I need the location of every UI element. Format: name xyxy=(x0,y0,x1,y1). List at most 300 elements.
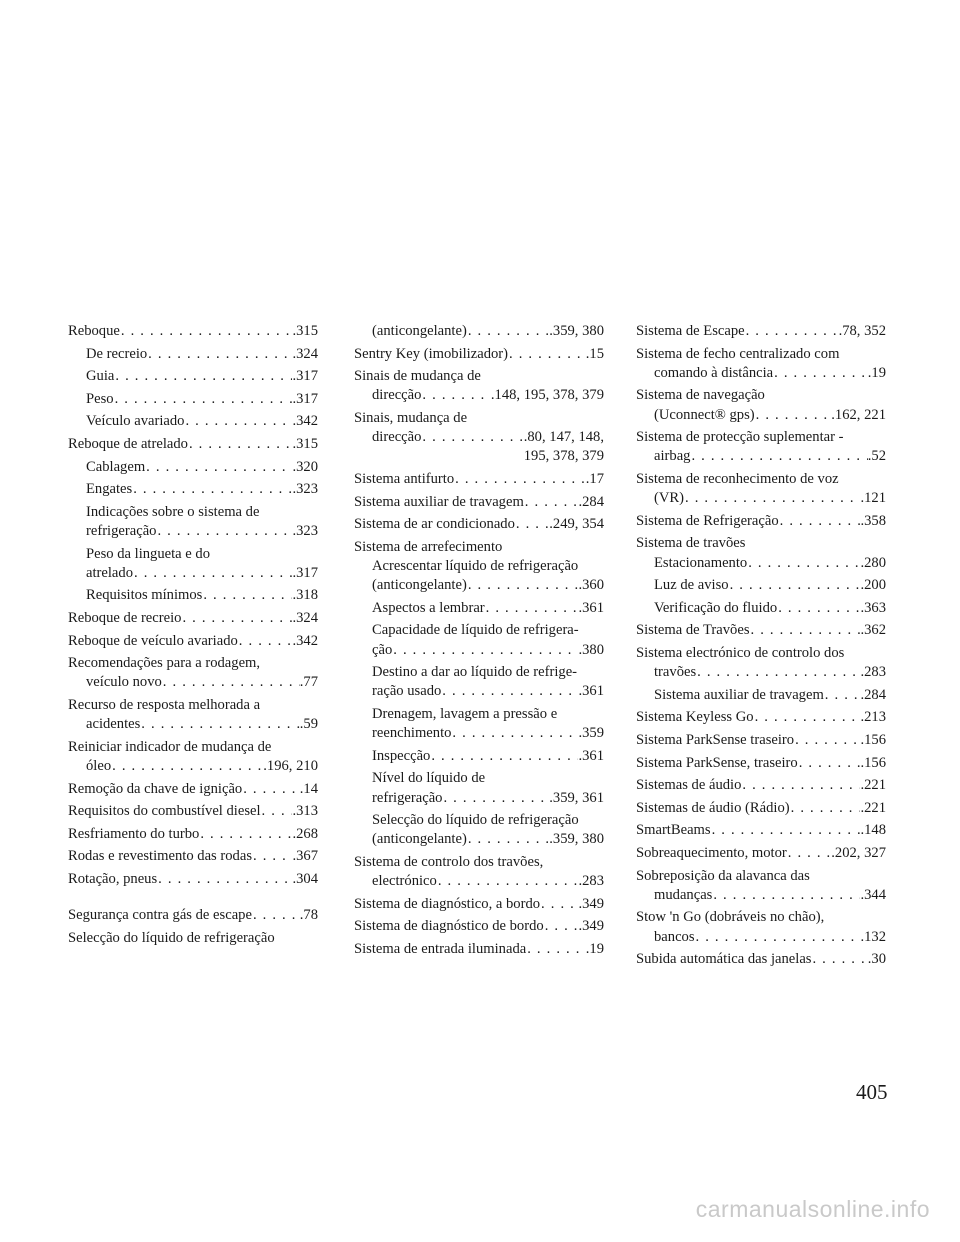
entry-text: Sistema de diagnóstico, a bordo xyxy=(354,895,541,912)
index-line xyxy=(68,480,318,499)
entry-text: reenchimento xyxy=(372,725,452,742)
dot-leader xyxy=(544,917,579,936)
entry-text: Nível do líquido de xyxy=(372,770,486,787)
dot-leader xyxy=(508,345,586,364)
entry-text: Engates xyxy=(86,481,133,498)
index-line xyxy=(636,599,886,618)
entry-text: Peso da lingueta e do xyxy=(86,545,211,562)
index-entry xyxy=(636,844,886,863)
dot-leader xyxy=(181,609,292,628)
dot-leader xyxy=(524,493,579,512)
index-line xyxy=(354,428,604,447)
index-entry xyxy=(68,906,318,925)
index-line xyxy=(636,386,886,405)
dot-leader xyxy=(140,715,299,734)
entry-text: veículo novo xyxy=(86,674,162,691)
entry-text: Sistemas de áudio (Rádio) xyxy=(636,799,790,816)
index-line xyxy=(354,747,604,766)
index-entry xyxy=(68,738,318,776)
index-line xyxy=(68,757,318,776)
page-reference: .202, 327 xyxy=(831,844,886,861)
index-line xyxy=(636,867,886,886)
entry-text: SmartBeams xyxy=(636,822,711,839)
index-entry xyxy=(354,895,604,914)
entry-text: óleo xyxy=(86,757,112,774)
dot-leader xyxy=(773,364,868,383)
index-line xyxy=(636,534,886,553)
entry-text: Selecção do líquido de refrigeração xyxy=(68,930,275,947)
entry-text: direcção xyxy=(372,387,422,404)
index-line xyxy=(354,811,604,830)
dot-leader xyxy=(252,847,292,866)
dot-leader xyxy=(485,599,579,618)
index-line xyxy=(636,554,886,573)
entry-text: Sistema de reconhecimento de voz xyxy=(636,470,839,487)
entry-text: ção xyxy=(372,641,393,658)
index-entry xyxy=(636,821,886,840)
dot-leader xyxy=(467,322,549,341)
index-line xyxy=(354,322,604,341)
entry-text: Cablagem xyxy=(86,458,146,475)
entry-text: Indicações sobre o sistema de xyxy=(86,503,260,520)
page-reference: .52 xyxy=(867,448,886,465)
dot-leader xyxy=(811,950,867,969)
index-line xyxy=(636,470,886,489)
index-entry xyxy=(636,621,886,640)
index-line xyxy=(636,345,886,364)
entry-text: Sistema de travões xyxy=(636,535,746,552)
index-entry xyxy=(354,515,604,534)
index-line xyxy=(354,872,604,891)
entry-text: Sinais de mudança de xyxy=(354,368,481,385)
entry-text: Sistema auxiliar de travagem xyxy=(654,686,824,703)
index-line xyxy=(68,696,318,715)
page-reference: .342 xyxy=(292,632,318,649)
dot-leader xyxy=(430,747,578,766)
index-line xyxy=(68,847,318,866)
index-entry xyxy=(68,632,318,651)
index-entry xyxy=(636,867,886,905)
dot-leader xyxy=(526,940,586,959)
dot-leader xyxy=(467,576,579,595)
dot-leader xyxy=(157,870,292,889)
dot-leader xyxy=(798,754,861,773)
index-line xyxy=(354,515,604,534)
entry-text: Stow 'n Go (dobráveis no chão), xyxy=(636,909,825,926)
dot-leader xyxy=(695,928,861,947)
index-line xyxy=(68,390,318,409)
index-line xyxy=(68,322,318,341)
page-reference: .313 xyxy=(292,803,318,820)
entry-text: Recurso de resposta melhorada a xyxy=(68,696,261,713)
dot-leader xyxy=(712,886,860,905)
index-column-2 xyxy=(354,322,604,963)
page-reference: .361 xyxy=(578,747,604,764)
index-entry xyxy=(68,847,318,866)
dot-leader xyxy=(421,386,490,405)
index-line xyxy=(354,917,604,936)
index-line xyxy=(636,621,886,640)
index-line xyxy=(354,447,604,466)
entry-gap xyxy=(68,892,318,906)
index-entry xyxy=(354,493,604,512)
entry-text: Selecção do líquido de refrigeração xyxy=(372,812,579,829)
index-line xyxy=(636,908,886,927)
dot-leader xyxy=(188,435,293,454)
dot-leader xyxy=(261,802,293,821)
page-reference: .317 xyxy=(292,564,318,581)
index-line xyxy=(68,802,318,821)
entry-text: Sistema electrónico de controlo dos xyxy=(636,644,845,661)
index-line xyxy=(68,345,318,364)
entry-text: Requisitos mínimos xyxy=(86,587,203,604)
entry-text: refrigeração xyxy=(372,789,443,806)
index-entry xyxy=(354,322,604,341)
page-reference: .363 xyxy=(860,599,886,616)
index-entry xyxy=(636,908,886,946)
entry-text: travões xyxy=(654,664,697,681)
page-reference: .284 xyxy=(860,686,886,703)
entry-text: Reiniciar indicador de mudança de xyxy=(68,738,272,755)
index-entry xyxy=(68,412,318,431)
dot-leader xyxy=(690,447,867,466)
index-line xyxy=(68,564,318,583)
entry-text: Segurança contra gás de escape xyxy=(68,907,252,924)
index-line xyxy=(68,825,318,844)
dot-leader xyxy=(199,825,292,844)
index-line xyxy=(68,673,318,692)
page-reference: .359, 380 xyxy=(549,831,604,848)
page-reference: .317 xyxy=(292,390,318,407)
entry-text: Sentry Key (imobilizador) xyxy=(354,345,509,362)
dot-leader xyxy=(750,621,861,640)
page-reference: .367 xyxy=(292,848,318,865)
page-reference: .200 xyxy=(860,577,886,594)
index-line xyxy=(636,950,886,969)
page-number: 405 xyxy=(856,1080,888,1104)
dot-leader xyxy=(111,757,263,776)
page-reference: .359 xyxy=(578,725,604,742)
page-reference: .78, 352 xyxy=(838,323,886,339)
index-entry xyxy=(68,545,318,583)
entry-text: Sistema auxiliar de travagem xyxy=(354,493,524,510)
page-reference: .78 xyxy=(299,907,318,924)
index-line xyxy=(354,409,604,428)
index-entry xyxy=(68,825,318,844)
index-entry xyxy=(68,322,318,341)
page-reference: .156 xyxy=(860,754,886,771)
entry-text: Sistema de protecção suplementar - xyxy=(636,429,844,446)
entry-text: Drenagem, lavagem a pressão e xyxy=(372,705,558,722)
entry-text: Sistema ParkSense traseiro xyxy=(636,731,795,748)
index-line xyxy=(354,830,604,849)
index-entry xyxy=(68,345,318,364)
page-reference: .324 xyxy=(292,609,318,626)
index-line xyxy=(68,715,318,734)
index-entry xyxy=(636,576,886,595)
entry-text: Luz de aviso xyxy=(654,577,729,594)
index-entry xyxy=(68,367,318,386)
index-entry xyxy=(68,458,318,477)
page-reference: .280 xyxy=(860,554,886,571)
entry-text: Peso xyxy=(86,390,114,407)
dot-leader xyxy=(467,830,549,849)
entry-text: Capacidade de líquido de refrigera- xyxy=(372,622,579,639)
index-line xyxy=(636,428,886,447)
index-entry xyxy=(636,534,886,572)
page-reference: .268 xyxy=(292,825,318,842)
page-reference: .14 xyxy=(299,780,318,797)
entry-text: (VR) xyxy=(654,490,684,507)
index-entry xyxy=(68,586,318,605)
dot-leader xyxy=(684,489,860,508)
index-entry xyxy=(354,769,604,807)
page-reference: .349 xyxy=(578,918,604,935)
page-reference: .323 xyxy=(292,481,318,498)
index-entry xyxy=(636,644,886,682)
index-line xyxy=(354,621,604,640)
dot-leader xyxy=(824,686,861,705)
dot-leader xyxy=(132,480,292,499)
page-reference: .362 xyxy=(860,622,886,639)
index-line xyxy=(636,799,886,818)
index-entry xyxy=(354,409,604,467)
entry-text: (anticongelante) xyxy=(372,577,467,594)
entry-text: Sobreposição da alavanca das xyxy=(636,867,810,884)
index-line xyxy=(636,644,886,663)
dot-leader xyxy=(790,799,861,818)
entry-text: electrónico xyxy=(372,873,437,890)
page-reference: .344 xyxy=(860,886,886,903)
page-reference: .359, 361 xyxy=(549,789,604,806)
index-line xyxy=(68,780,318,799)
page-reference: .380 xyxy=(578,641,604,658)
index-line xyxy=(68,435,318,454)
entry-text: Sistema de Refrigeração xyxy=(636,512,779,529)
index-line xyxy=(636,512,886,531)
entry-text: Destino a dar ao líquido de refrige- xyxy=(372,664,578,681)
entry-text: Sistema de controlo dos travões, xyxy=(354,853,544,870)
entry-text: ração usado xyxy=(372,683,442,700)
page-reference: .323 xyxy=(292,522,318,539)
page-reference: .342 xyxy=(292,413,318,430)
page-reference: .284 xyxy=(578,493,604,510)
entry-text: mudanças xyxy=(654,886,713,903)
entry-text: (anticongelante) xyxy=(372,831,467,848)
index-line xyxy=(636,489,886,508)
dot-leader xyxy=(147,345,292,364)
index-column-3 xyxy=(636,322,886,973)
dot-leader xyxy=(755,406,832,425)
page-reference: .221 xyxy=(860,777,886,794)
index-entry xyxy=(68,609,318,628)
index-entry xyxy=(636,512,886,531)
index-line xyxy=(68,458,318,477)
page-reference: .132 xyxy=(860,928,886,945)
page-reference: .80, 147, 148, xyxy=(523,429,604,446)
dot-leader xyxy=(741,776,860,795)
index-line xyxy=(68,586,318,605)
page-reference: .318 xyxy=(292,587,318,604)
index-entry xyxy=(68,435,318,454)
dot-leader xyxy=(787,844,832,863)
page-reference: .320 xyxy=(292,458,318,475)
index-line xyxy=(636,576,886,595)
entry-text: Sistema de diagnóstico de bordo xyxy=(354,918,544,935)
index-entry xyxy=(68,696,318,734)
dot-leader xyxy=(114,390,293,409)
index-line xyxy=(68,929,318,948)
entry-text: Remoção da chave de ignição xyxy=(68,780,243,797)
index-entry xyxy=(636,799,886,818)
entry-text: Sistema de arrefecimento xyxy=(354,538,503,555)
index-entry xyxy=(354,663,604,701)
dot-leader xyxy=(184,412,292,431)
page-reference: .349 xyxy=(578,895,604,912)
dot-leader xyxy=(540,895,578,914)
index-entry xyxy=(636,428,886,466)
dot-leader xyxy=(421,428,523,447)
index-line xyxy=(354,724,604,743)
page-reference: .77 xyxy=(299,674,318,691)
dot-leader xyxy=(437,872,579,891)
index-entry xyxy=(68,870,318,889)
page-reference: .315 xyxy=(292,323,318,339)
index-entry xyxy=(636,470,886,508)
entry-text: Reboque de recreio xyxy=(68,609,182,626)
dot-leader xyxy=(242,780,300,799)
dot-leader xyxy=(777,599,860,618)
index-line xyxy=(636,686,886,705)
page-reference: .148, 195, 378, 379 xyxy=(490,387,604,404)
entry-text: Subida automática das janelas xyxy=(636,951,812,968)
index-entry xyxy=(68,929,318,948)
dot-leader xyxy=(515,515,549,534)
dot-leader xyxy=(754,708,861,727)
dot-leader xyxy=(202,586,292,605)
dot-leader xyxy=(711,821,861,840)
entry-text: Sistema de entrada iluminada xyxy=(354,940,527,957)
dot-leader xyxy=(120,322,293,341)
index-line xyxy=(68,609,318,628)
index-entry xyxy=(636,686,886,705)
index-entry xyxy=(636,322,886,341)
index-entry xyxy=(354,917,604,936)
index-line xyxy=(636,708,886,727)
dot-leader xyxy=(252,906,300,925)
entry-text: Sistema de navegação xyxy=(636,387,765,404)
index-line xyxy=(354,470,604,489)
entry-text: Sistema de fecho centralizado com xyxy=(636,345,840,362)
index-entry xyxy=(636,776,886,795)
index-line xyxy=(636,928,886,947)
page-reference: .361 xyxy=(578,683,604,700)
index-line xyxy=(354,386,604,405)
index-entry xyxy=(354,811,604,849)
index-line xyxy=(354,895,604,914)
index-entry xyxy=(68,780,318,799)
index-entry xyxy=(68,654,318,692)
index-entry xyxy=(354,345,604,364)
entry-text: Rotação, pneus xyxy=(68,870,158,887)
page-reference: .324 xyxy=(292,345,318,362)
index-entry xyxy=(636,754,886,773)
index-entry xyxy=(636,708,886,727)
index-line xyxy=(68,367,318,386)
page-reference: .196, 210 xyxy=(263,757,318,774)
index-line xyxy=(636,364,886,383)
index-entry xyxy=(68,390,318,409)
dot-leader xyxy=(162,673,300,692)
entry-text: Sistema ParkSense, traseiro xyxy=(636,754,798,771)
page-reference: .221 xyxy=(860,799,886,816)
page-reference: .213 xyxy=(860,709,886,726)
page-reference: .19 xyxy=(867,364,886,381)
dot-leader xyxy=(794,731,860,750)
page-reference: .361 xyxy=(578,599,604,616)
index-line xyxy=(68,412,318,431)
page-reference: .17 xyxy=(585,470,604,487)
entry-text: Aspectos a lembrar xyxy=(372,599,485,616)
index-line xyxy=(354,576,604,595)
entry-text: Recomendações para a rodagem, xyxy=(68,655,261,672)
index-entry xyxy=(636,599,886,618)
index-entry xyxy=(354,621,604,659)
page-reference: .283 xyxy=(860,664,886,681)
entry-text: Sistema de Travões xyxy=(636,622,750,639)
entry-text: comando à distância xyxy=(654,364,774,381)
index-entry xyxy=(354,853,604,891)
entry-text: Sistema antifurto xyxy=(354,470,455,487)
dot-leader xyxy=(454,470,586,489)
index-entry xyxy=(636,731,886,750)
entry-text: atrelado xyxy=(86,564,133,581)
dot-leader xyxy=(779,512,861,531)
entry-text: Sistemas de áudio xyxy=(636,777,742,794)
entry-text: Inspecção xyxy=(372,747,431,764)
entry-text: Sistema de ar condicionado xyxy=(354,516,515,533)
index-line xyxy=(636,821,886,840)
dot-leader xyxy=(441,682,578,701)
dot-leader xyxy=(392,641,578,660)
index-entry xyxy=(354,940,604,959)
index-line xyxy=(636,754,886,773)
index-entry xyxy=(636,386,886,424)
dot-leader xyxy=(696,663,860,682)
index-line xyxy=(636,322,886,341)
page-reference: .358 xyxy=(860,512,886,529)
index-line xyxy=(68,503,318,522)
dot-leader xyxy=(133,564,292,583)
index-line xyxy=(636,886,886,905)
index-line xyxy=(636,663,886,682)
index-line xyxy=(354,493,604,512)
index-line xyxy=(68,522,318,541)
entry-text: bancos xyxy=(654,928,695,945)
entry-text: Resfriamento do turbo xyxy=(68,825,200,842)
watermark-logo: carmanualsonline.info xyxy=(695,1196,930,1222)
index-entry xyxy=(354,705,604,743)
index-line xyxy=(636,406,886,425)
entry-text: (Uconnect® gps) xyxy=(654,406,755,423)
entry-text: airbag xyxy=(654,448,691,465)
dot-leader xyxy=(451,724,578,743)
index-line xyxy=(354,940,604,959)
page-reference: .359, 380 xyxy=(549,323,604,339)
index-line xyxy=(354,641,604,660)
page-reference: .360 xyxy=(578,577,604,594)
index-line xyxy=(636,731,886,750)
